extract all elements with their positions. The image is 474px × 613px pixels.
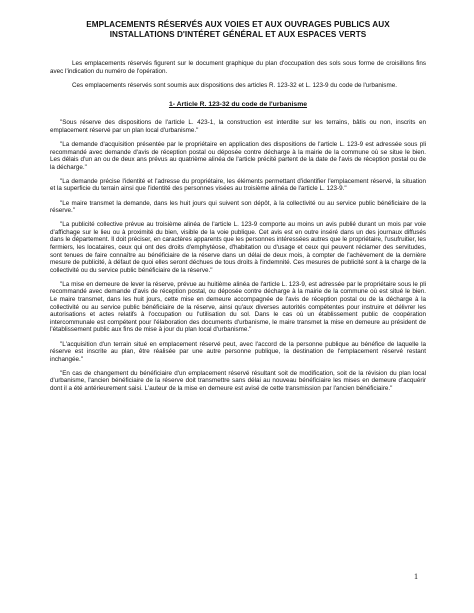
quote-paragraph-4: "Le maire transmet la demande, dans les huit jours qui suivent son dépôt, à la collectivité ou au service public bénéficiaire de la réserve." [50, 199, 426, 215]
quote-paragraph-5: "La publicité collective prévue au troisième alinéa de l'article L. 123-9 comporte au moins un avis publié durant un mois par voie d'affichage sur le lieu ou à proximité du bien, visible de la voie publique. Cet avis est en outre inséré dans un des journaux diffusés dans le département. Il doit préciser, en caractères apparents que les personnes intéressées autres que le propriétaire, l'usufruitier, les fermiers, les locataires, ceux qui ont des droits d'emphytéose, d'habitation ou d'usage et ceux qui peuvent réclamer des servitudes, sont tenues de faire connaître au bénéficiaire de la réserve dans un délai de deux mois, à compter de l'achèvement de la dernière mesure de publicité, à défaut de quoi elles seront déchues de tous droits à l'indemnité. Ces mesures de publicité sont à la charge de la collectivité ou du service public bénéficiaire de la réserve." [50, 221, 426, 274]
quote-paragraph-6: "La mise en demeure de lever la réserve, prévue au huitième alinéa de l'article L. 123-9, est adressée par le propriétaire sous le pli recommandé avec demande d'avis de réception postal, ou déposée contre décharge à la mairie de la commune où est situé le bien. Le maire transmet, dans les huit jours, cette mise en demeure accompagnée de l'avis de réception postal ou de la décharge à la collectivité ou au service public bénéficiaire de la réserve, ainsi qu'aux diverses autorités compétentes pour instruire et délivrer les autorisations et actes relatifs à l'occupation ou l'utilisation du sol. Dans le cas où un établissement public de coopération intercommunale est compétent pour l'élaboration des documents d'urbanisme, le maire transmet la mise en demeure au président de l'établissement public aux fins de mise à jour du plan local d'urbanisme." [50, 280, 426, 334]
intro-paragraph-2: Ces emplacements réservés sont soumis aux dispositions des articles R. 123-32 et L. 123-9 du code de l'urbanisme. [72, 81, 397, 89]
quote-paragraph-7: "L'acquisition d'un terrain situé en emplacement réservé peut, avec l'accord de la personne publique au bénéfice de laquelle la réserve est inscrite au plan, être réalisée par une autre personne publique, la destination de l'emplacement réservé restant inchangée." [50, 340, 426, 363]
section-heading: 1- Article R. 123-32 du code de l'urbanisme [168, 101, 308, 109]
quote-paragraph-8: "En cas de changement du bénéficiaire d'un emplacement réservé résultant soit de modification, soit de la révision du plan local d'urbanisme, l'ancien bénéficiaire de la réserve doit transmettre sans délai au nouveau bénéficiaire les mises en demeure d'acquérir dont il a été antérieurement saisi. L'auteur de la mise en demeure est avisé de cette transmission par l'ancien bénéficiaire." [50, 369, 426, 392]
quote-paragraph-3: "La demande précise l'identité et l'adresse du propriétaire, les éléments permettant d'identifier l'emplacement réservé, la situation et la superficie du terrain ainsi que l'identité des personnes visées au troisième alinéa de l'article L. 123-9." [50, 177, 426, 193]
quote-paragraph-2: "La demande d'acquisition présentée par le propriétaire en application des dispositions de l'article L. 123-9 est adressée sous pli recommandé avec demande d'avis de réception postal ou déposée contre décharge à la mairie de la commune où se situe le bien. Les délais d'un an ou de deux ans prévus au quatrième alinéa de l'article précité partent de la date de l'avis de réception postal ou de la décharge." [50, 140, 426, 171]
page-number: 1 [414, 572, 418, 581]
page-title [50, 20, 426, 40]
quote-paragraph-1: "Sous réserve des dispositions de l'article L. 423-1, la construction est interdite sur les terrains, bâtis ou non, inscrits en emplacement réservé par un plan local d'urbanisme." [50, 119, 426, 134]
title-line-1: EMPLACEMENTS RÉSERVÉS AUX VOIES ET AUX OUVRAGES PUBLICS AUX [86, 20, 390, 29]
intro-paragraph-1: Les emplacements réservés figurent sur le document graphique du plan d'occupation des sols sous forme de croisillons fins avec l'indication du numéro de l'opération. [50, 60, 426, 75]
title-line-2: INSTALLATIONS D'INTÉRET GÉNÉRAL ET AUX ESPACES VERTS [109, 30, 367, 39]
